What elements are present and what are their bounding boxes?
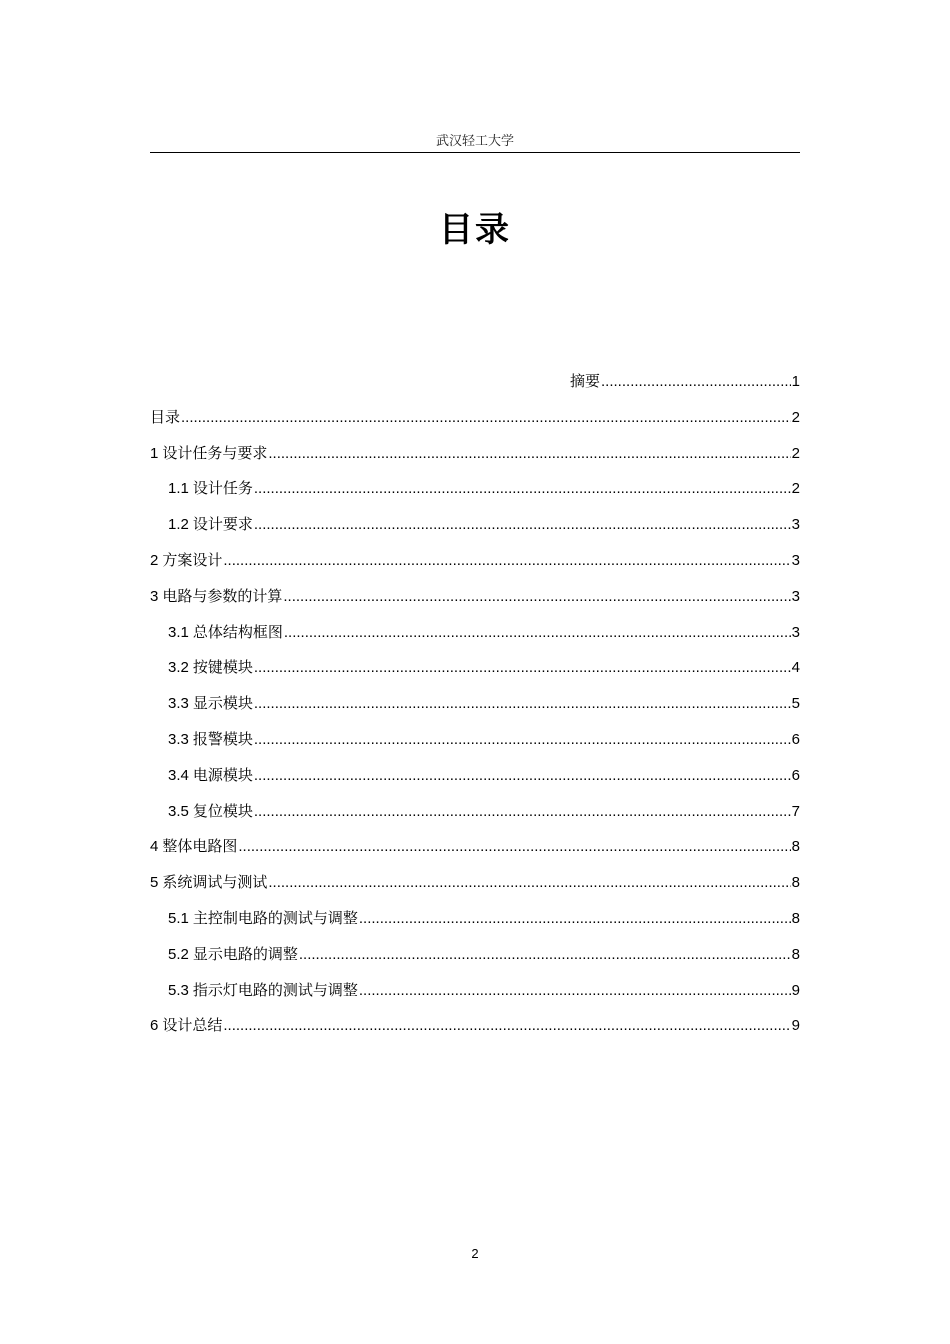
toc-entry-number: 4 xyxy=(150,838,159,856)
toc-entry[interactable] xyxy=(150,400,800,436)
toc-entry-number: 1 xyxy=(150,444,159,462)
toc-dot-leader xyxy=(254,722,791,758)
toc-entry-label: 整体电路图 xyxy=(162,837,238,856)
toc-entry-number: 5 xyxy=(150,874,159,892)
toc-entry-label: 设计总结 xyxy=(162,1016,223,1035)
toc-entry-page: 3 xyxy=(791,551,800,569)
toc-entry-label: 设计任务与要求 xyxy=(162,443,268,462)
toc-entry-number: 1.1 xyxy=(168,480,189,498)
toc-entry[interactable] xyxy=(150,650,800,686)
toc-entry-label: 电源模块 xyxy=(192,765,253,784)
toc-entry[interactable] xyxy=(150,436,800,472)
toc-entry-label: 设计任务 xyxy=(192,479,253,498)
toc-dot-leader xyxy=(268,436,790,472)
toc-dot-leader xyxy=(299,937,791,973)
toc-entry-label: 设计要求 xyxy=(192,515,253,534)
toc-entry-number: 3.3 xyxy=(168,730,189,748)
toc-entry-page: 8 xyxy=(791,874,800,892)
toc-entry-page: 2 xyxy=(791,444,800,462)
toc-entry-number: 5.3 xyxy=(168,981,189,999)
toc-entry-page: 3 xyxy=(791,516,800,534)
toc-entry-number: 3.3 xyxy=(168,695,189,713)
toc-entry-page: 2 xyxy=(791,480,800,498)
toc-entry-label: 电路与参数的计算 xyxy=(162,586,283,605)
toc-entry[interactable] xyxy=(570,364,800,400)
toc-dot-leader xyxy=(254,471,791,507)
toc-entry[interactable] xyxy=(150,507,800,543)
toc-dot-leader xyxy=(254,794,791,830)
header-rule xyxy=(150,152,800,153)
toc-entry[interactable] xyxy=(150,579,800,615)
toc-entry-page: 8 xyxy=(791,838,800,856)
toc-entry-label: 主控制电路的测试与调整 xyxy=(192,908,358,927)
toc-dot-leader xyxy=(223,543,790,579)
toc-dot-leader xyxy=(254,686,791,722)
toc-entry[interactable] xyxy=(150,543,800,579)
page-header: 武汉轻工大学 xyxy=(435,134,514,149)
toc-entry[interactable] xyxy=(150,686,800,722)
page-number: 2 xyxy=(471,1246,479,1261)
toc-entry-number: 5.2 xyxy=(168,945,189,963)
toc-entry-number: 2 xyxy=(150,551,159,569)
toc-entry-page: 7 xyxy=(791,802,800,820)
toc-entry-label: 目录 xyxy=(150,407,181,426)
toc-entry-number: 3.4 xyxy=(168,766,189,784)
table-of-contents xyxy=(150,364,800,1044)
toc-entry-page: 9 xyxy=(791,981,800,999)
toc-entry[interactable] xyxy=(150,794,800,830)
toc-entry-label: 指示灯电路的测试与调整 xyxy=(192,980,358,999)
page-title: 目录 xyxy=(439,210,511,250)
toc-entry-number: 3 xyxy=(150,587,159,605)
toc-entry-label: 摘要 xyxy=(570,372,601,390)
toc-entry[interactable] xyxy=(150,937,800,973)
toc-entry-page: 6 xyxy=(791,766,800,784)
toc-entry-page: 3 xyxy=(791,623,800,641)
toc-entry[interactable] xyxy=(150,758,800,794)
toc-entry[interactable] xyxy=(150,901,800,937)
toc-dot-leader xyxy=(601,364,791,400)
toc-entry-label: 按键模块 xyxy=(192,658,253,677)
toc-entry-label: 复位模块 xyxy=(192,801,253,820)
toc-dot-leader xyxy=(284,615,791,651)
toc-entry-page: 4 xyxy=(791,659,800,677)
toc-entry[interactable] xyxy=(150,865,800,901)
toc-entry-number: 3.2 xyxy=(168,659,189,677)
toc-entry-label: 系统调试与测试 xyxy=(162,873,268,892)
toc-entry-number: 3.5 xyxy=(168,802,189,820)
toc-entry[interactable] xyxy=(150,471,800,507)
toc-dot-leader xyxy=(283,579,790,615)
toc-entry[interactable] xyxy=(150,615,800,651)
toc-entry[interactable] xyxy=(150,1008,800,1044)
toc-dot-leader xyxy=(254,650,791,686)
toc-entry[interactable] xyxy=(150,829,800,865)
toc-entry-label: 报警模块 xyxy=(192,729,253,748)
toc-entry[interactable] xyxy=(150,973,800,1009)
toc-dot-leader xyxy=(268,865,790,901)
toc-entry-page: 3 xyxy=(791,587,800,605)
toc-dot-leader xyxy=(223,1008,790,1044)
toc-entry-number: 6 xyxy=(150,1017,159,1035)
toc-entry-number: 5.1 xyxy=(168,909,189,927)
toc-dot-leader xyxy=(254,507,791,543)
toc-entry-page: 8 xyxy=(791,909,800,927)
toc-entry-number: 1.2 xyxy=(168,516,189,534)
toc-entry-label: 总体结构框图 xyxy=(192,622,283,641)
toc-dot-leader xyxy=(359,973,791,1009)
toc-entry-page: 8 xyxy=(791,945,800,963)
toc-dot-leader xyxy=(254,758,791,794)
toc-dot-leader xyxy=(181,400,791,436)
toc-entry-label: 显示电路的调整 xyxy=(192,944,298,963)
toc-entry-page: 6 xyxy=(791,730,800,748)
toc-entry-page: 2 xyxy=(791,408,800,426)
toc-entry-page: 5 xyxy=(791,695,800,713)
toc-entry-page: 1 xyxy=(791,373,800,390)
toc-entry-label: 方案设计 xyxy=(162,550,223,569)
toc-entry-page: 9 xyxy=(791,1017,800,1035)
toc-entry-number: 3.1 xyxy=(168,623,189,641)
toc-entry[interactable] xyxy=(150,722,800,758)
toc-dot-leader xyxy=(238,829,790,865)
toc-entry-label: 显示模块 xyxy=(192,694,253,713)
toc-dot-leader xyxy=(359,901,791,937)
